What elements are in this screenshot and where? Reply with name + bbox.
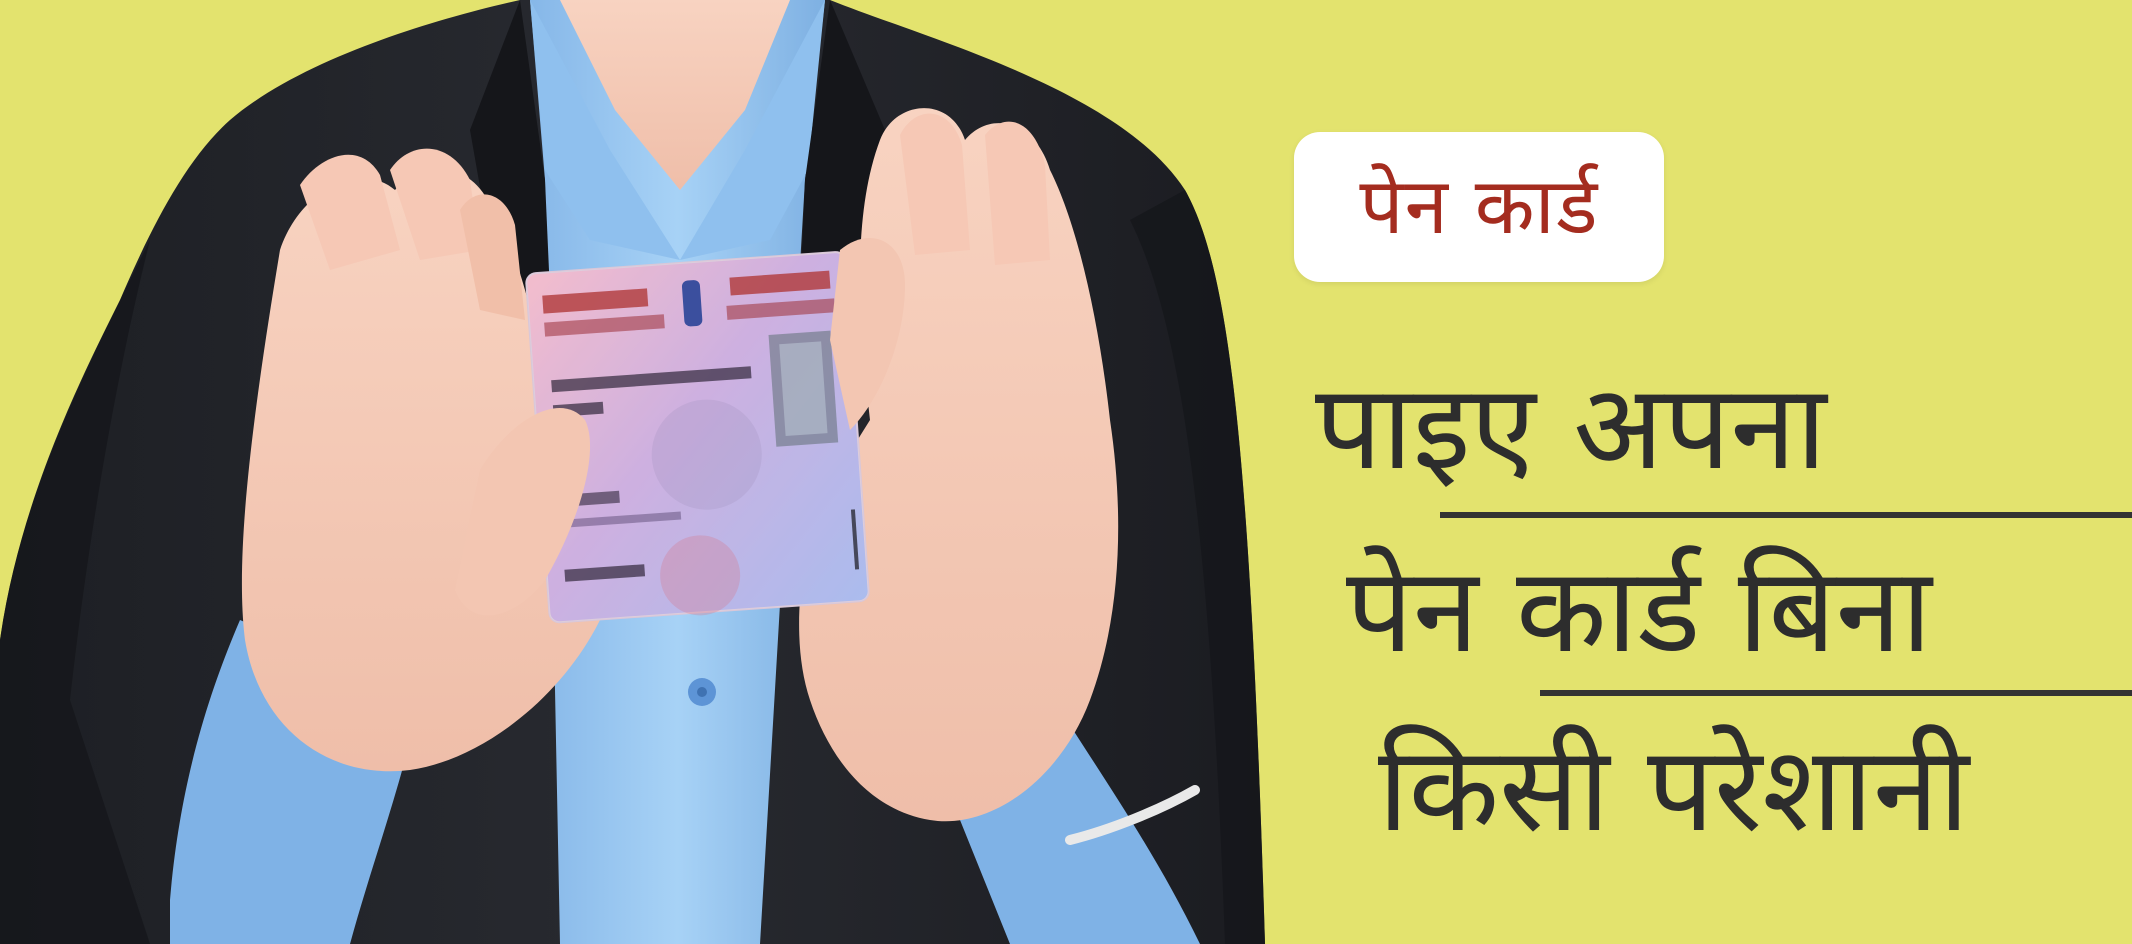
pan-card-badge	[1294, 132, 1664, 282]
headline-line-2: पेन कार्ड बिना	[1346, 541, 1932, 679]
headline-line-1: पाइए अपना	[1315, 358, 1827, 496]
badge-title: पेन कार्ड	[1359, 162, 1599, 252]
headline-line-3: किसी परेशानी	[1378, 720, 1970, 858]
headline-underline-2	[1540, 690, 2132, 696]
headline-underline-1	[1440, 512, 2132, 518]
